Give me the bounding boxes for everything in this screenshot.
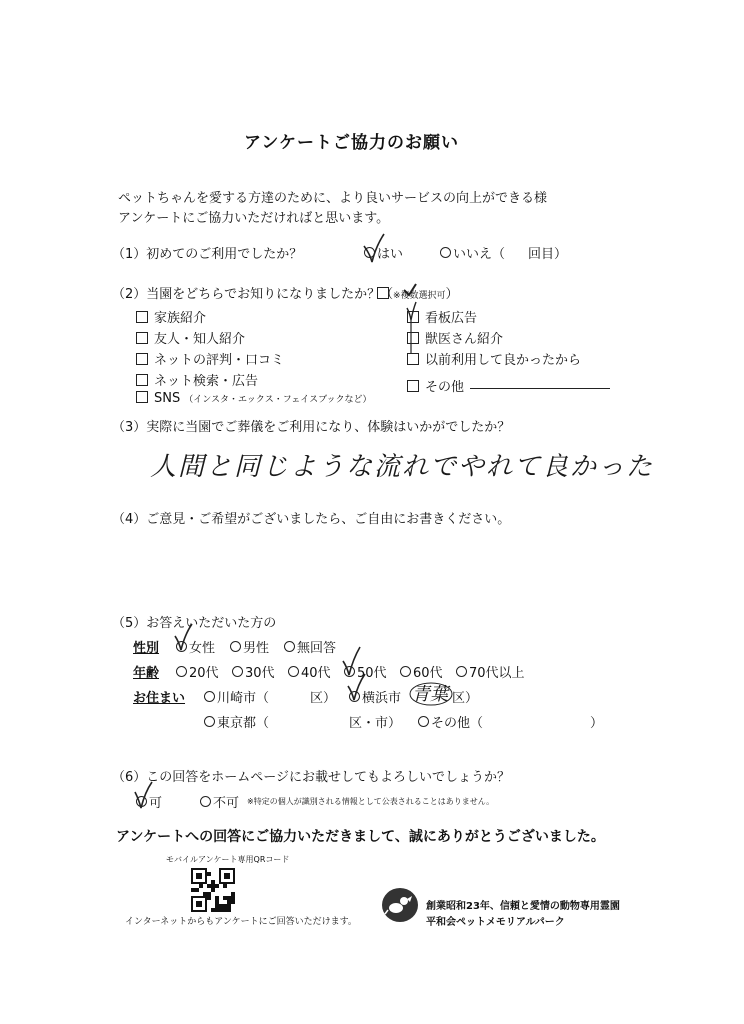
q3-label: （3）実際に当園でご葬儀をご利用になり、体験はいかがでしたか？ (112, 420, 511, 435)
qr-caption: モバイルアンケート専用QRコード (166, 855, 290, 864)
radio-circle-icon (288, 666, 299, 677)
q2-multi-note: ※複数選択可 (393, 291, 446, 301)
yokohama-ku-label: 区） (452, 691, 479, 706)
radio-circle-icon (200, 796, 211, 807)
age-label: 70代以上 (469, 666, 525, 681)
checkbox-icon (136, 332, 148, 344)
gender-option-none[interactable] (284, 637, 336, 656)
checkmark-gender-female (172, 622, 194, 654)
qr-code[interactable] (191, 868, 235, 912)
address-option-kawasaki[interactable] (204, 687, 269, 706)
checkbox-icon (377, 287, 389, 299)
q2-option-label: 看板広告 (425, 311, 478, 326)
age-option-70s[interactable] (456, 662, 525, 681)
q2-option-label: 友人・知人紹介 (154, 332, 246, 347)
q6-yes-label: 可 (149, 796, 163, 811)
q4-label: （4）ご意見・ご希望がございましたら、ご自由にお書きください。 (112, 512, 511, 527)
q2-option-previous[interactable] (407, 349, 581, 368)
q3-handwritten-answer: 人間と同じような流れでやれて良かった (150, 452, 655, 482)
intro-line-2: アンケートにご協力いただければと思います。 (118, 211, 390, 226)
other-label: その他（ (431, 716, 484, 731)
q2-option-search[interactable] (136, 370, 258, 389)
q2-option-label: 獣医さん紹介 (425, 332, 504, 347)
gender-label: 女性 (189, 641, 216, 656)
checkbox-icon (136, 353, 148, 365)
age-option-30s[interactable] (232, 662, 275, 681)
page-title: アンケートご協力のお願い (244, 133, 459, 153)
checkmark-q2-signboard-vet (404, 300, 418, 358)
age-label: 30代 (245, 666, 275, 681)
age-label: 40代 (301, 666, 331, 681)
company-name: 平和会ペットメモリアルパーク (426, 917, 565, 928)
q2-sns-note: （インスタ・エックス・フェイスブックなど） (184, 395, 372, 405)
address-option-tokyo[interactable] (204, 712, 269, 731)
age-option-20s[interactable] (176, 662, 219, 681)
company-logo (382, 888, 418, 922)
q2-other-line[interactable] (470, 388, 610, 389)
radio-circle-icon (456, 666, 467, 677)
checkmark-q1-yes (360, 232, 386, 268)
checkbox-icon (136, 311, 148, 323)
checkbox-icon (136, 391, 148, 403)
radio-circle-icon (440, 247, 451, 258)
age-label: 50代 (357, 666, 387, 681)
q2-option-family[interactable] (136, 307, 206, 326)
radio-circle-icon (204, 716, 215, 727)
q2-option-label: その他 (425, 380, 465, 395)
q2-option-label: 家族紹介 (154, 311, 207, 326)
q2-option-label: ネットの評判・口コミ (154, 353, 285, 368)
qr-note: インターネットからもアンケートにご回答いただけます。 (125, 917, 357, 927)
intro-line-1: ペットちゃんを愛する方達のために、より良いサービスの向上ができる様 (118, 191, 548, 206)
age-label: 60代 (413, 666, 443, 681)
checkmark-q2-multi (402, 282, 418, 298)
q5-address-label: お住まい (133, 691, 186, 706)
checkbox-icon (136, 374, 148, 386)
radio-circle-icon (232, 666, 243, 677)
q5-age-label: 年齢 (133, 666, 160, 681)
age-option-60s[interactable] (400, 662, 443, 681)
q2-option-label: SNS (154, 391, 181, 406)
age-option-40s[interactable] (288, 662, 331, 681)
handwriting-circle-ward (408, 681, 454, 707)
q1-count-label: 回目） (528, 247, 568, 262)
q2-option-vet[interactable] (407, 328, 503, 347)
company-tagline: 創業昭和23年、信頼と愛情の動物専用霊園 (426, 901, 620, 912)
q1-option-no[interactable] (440, 243, 505, 262)
kawasaki-label: 川崎市（ (217, 691, 270, 706)
tokyo-label: 東京都（ (217, 716, 270, 731)
q2-option-label: ネット検索・広告 (154, 374, 259, 389)
checkmark-address-yokohama (345, 672, 367, 704)
address-option-other[interactable] (418, 712, 483, 731)
yokohama-ward-handwritten: 青葉 (412, 684, 448, 705)
q5-label: （5）お答えいただいた方の (112, 616, 277, 631)
yokohama-label: 横浜市 (362, 691, 402, 706)
q5-gender-label: 性別 (133, 641, 160, 656)
qr-code-icon (191, 868, 235, 912)
kawasaki-ku-label: 区） (310, 691, 337, 706)
tokyo-ku-shi-label: 区・市） (349, 716, 402, 731)
q2-option-reviews[interactable] (136, 349, 284, 368)
q1-label: （1）初めてのご利用でしたか？ (112, 247, 303, 262)
q2-option-label: 以前利用して良かったから (425, 353, 582, 368)
q6-no-label: 不可 (213, 796, 240, 811)
radio-circle-icon (230, 641, 241, 652)
q2-label: （2）当園をどちらでお知りになりましたか？（ (112, 287, 394, 302)
checkbox-icon (407, 380, 419, 392)
checkmark-q6-yes (132, 780, 154, 812)
pet-silhouette-icon (382, 888, 418, 922)
radio-circle-icon (176, 666, 187, 677)
thanks-message: アンケートへの回答にご協力いただきまして、誠にありがとうございました。 (116, 829, 605, 845)
radio-circle-icon (418, 716, 429, 727)
q6-label: （6）この回答をホームページにお載せしてもよろしいでしょうか？ (112, 770, 511, 785)
q2-option-friend[interactable] (136, 328, 245, 347)
radio-circle-icon (400, 666, 411, 677)
q1-no-label: いいえ（ (453, 247, 506, 262)
other-close-paren: ） (590, 716, 604, 731)
q6-privacy-note: ※特定の個人が識別される情報として公表されることはありません。 (247, 797, 495, 806)
radio-circle-icon (204, 691, 215, 702)
age-label: 20代 (189, 666, 219, 681)
q2-option-other[interactable] (407, 376, 464, 395)
radio-circle-icon (284, 641, 295, 652)
gender-label: 男性 (243, 641, 270, 656)
gender-label: 無回答 (297, 641, 337, 656)
q6-option-no[interactable] (200, 792, 239, 811)
q1-yes-label: はい (377, 247, 404, 262)
gender-option-male[interactable] (230, 637, 269, 656)
q2-close-paren: ） (445, 287, 459, 302)
q2-option-sns[interactable] (136, 391, 372, 406)
